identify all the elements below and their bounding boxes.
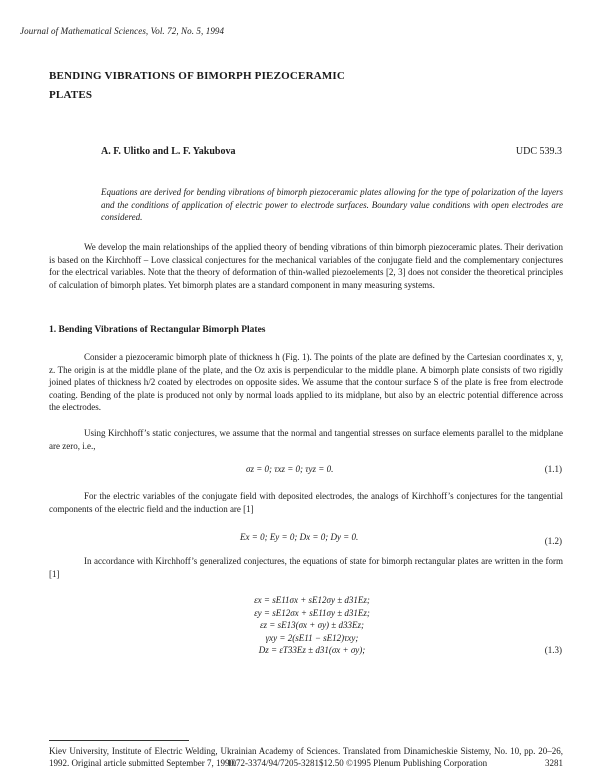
paragraph-4: For the electric variables of the conjugate field with deposited electrodes, the analogs of Kirchhoff’s conjectures for the tangential components of the electric field and the induction are [1] [49, 491, 563, 514]
udc-code: UDC 539.3 [515, 146, 562, 157]
equation-line: γxy = 2(sE11 − sE12)τxy; [265, 632, 359, 643]
equation-number-1-2: (1.2) [544, 536, 562, 546]
abstract: Equations are derived for bending vibrations of bimorph piezoceramic plates allowing for the type of polarization of the layers and the conditions of application of electric power to electrode surfaces. Boundary value conditions with open electrodes are considered. [101, 187, 563, 222]
equation-line: εy = sE12σx + sE11σy ± d31Ez; [254, 607, 370, 618]
equation-number-1-3: (1.3) [544, 645, 562, 655]
issn-line: 1072-3374/94/7205-3281$12.50 ©1995 Plenum Publishing Corporation [227, 758, 488, 768]
title-line-1: BENDING VIBRATIONS OF BIMORPH PIEZOCERAMIC [49, 70, 346, 82]
authors: A. F. Ulitko and L. F. Yakubova [101, 146, 236, 157]
paper-title [49, 67, 345, 105]
section-heading: 1. Bending Vibrations of Rectangular Bimorph Plates [49, 325, 266, 335]
footnote: Kiev University, Institute of Electric Welding, Ukrainian Academy of Sciences. Translated from Dinamicheskie Sistemy, No. 10, pp. 20–26, 1992. Original article submitted September 7, 1990. [49, 746, 563, 768]
paragraph-2: Consider a piezoceramic bimorph plate of thickness h (Fig. 1). The points of the plate are defined by the Cartesian coordinates x, y, z. The origin is at the middle plane of the plate, and the Oz axis is perpendicular to the middle plane. A bimorph plate consists of two rigidly joined plates of thickness h/2 coated by electrodes on opposite sides. We assume that the contour surface S of the plate is free from electrode coating. Bending of the plate is produced not only by normal loads applied to its midplane, but also by an electric potential difference across the electrodes. [49, 352, 563, 413]
page-number: 3281 [545, 758, 563, 768]
footnote-divider [49, 740, 189, 741]
equation-line: Dz = εT33Ez ± d31(σx + σy); [258, 645, 366, 656]
paragraph-5: In accordance with Kirchhoff’s generalized conjectures, the equations of state for bimorph rectangular plates are written in the form [1] [49, 556, 563, 579]
intro-paragraph: We develop the main relationships of the applied theory of bending vibrations of thin bimorph piezoceramic plates. Their derivation is based on the Kirchhoff – Love classical conjectures for the mechanical variables of the conjugate field and the complementary conjectures for the electrical variables. Note that the theory of deformation of thin-walled piezoelements [2, 3] does not consider the theoretical principles of calculation of bimorph plates. Yet bimorph plates are a standard component in many measuring systems. [49, 242, 563, 290]
equation-line: εx = sE11σx + sE12σy ± d31Ez; [254, 595, 370, 605]
equation-system-1-3 [222, 594, 402, 657]
paragraph-3: Using Kirchhoff’s static conjectures, we assume that the normal and tangential stresses on surface elements parallel to the midplane are zero, i.e., [49, 428, 563, 451]
title-line-2: PLATES [49, 89, 93, 101]
equation-1-1: σz = 0; τxz = 0; τyz = 0. [246, 464, 334, 474]
journal-header: Journal of Mathematical Sciences, Vol. 72, No. 5, 1994 [20, 26, 225, 36]
equation-line: εz = sE13(σx + σy) ± d33Ez; [260, 620, 364, 631]
equation-1-2: Ex = 0; Ey = 0; Dx = 0; Dy = 0. [240, 532, 359, 542]
equation-number-1-1: (1.1) [544, 464, 562, 474]
